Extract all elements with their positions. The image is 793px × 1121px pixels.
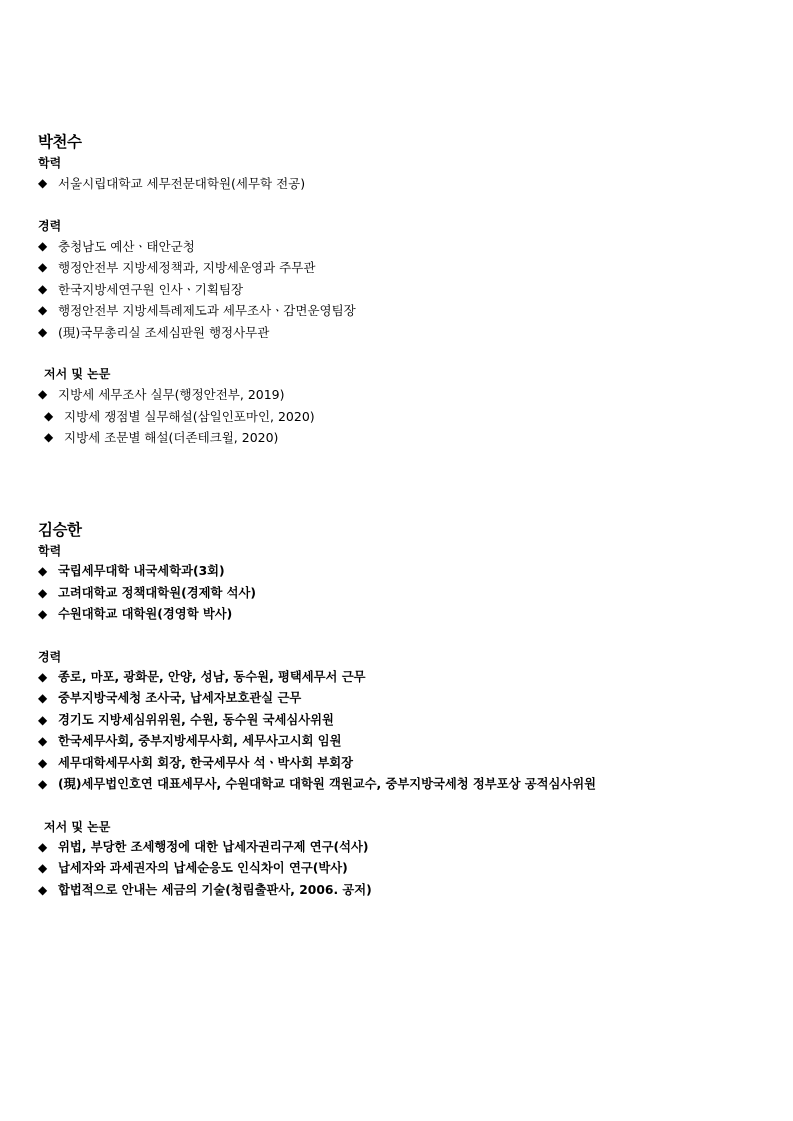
- diamond-bullet-icon: ◆: [44, 408, 54, 423]
- diamond-bullet-icon: ◆: [38, 777, 48, 791]
- list-item: ◆ 세무대학세무사회 회장, 한국세무사 석ㆍ박사회 부회장: [38, 753, 778, 775]
- list-item: ◆ 행정안전부 지방세정책과, 지방세운영과 주무관: [38, 257, 778, 279]
- diamond-bullet-icon: ◆: [38, 669, 48, 684]
- list-item: ◆ 지방세 조문별 해설(더존테크윌, 2020): [38, 427, 778, 449]
- list-item: ◆ 고려대학교 정책대학원(경제학 석사): [38, 583, 778, 605]
- education-heading: 학력: [38, 156, 62, 170]
- list-item: ◆ 한국세무사회, 중부지방세무사회, 세무사고시회 임원: [38, 731, 778, 753]
- list-item: ◆ 경기도 지방세심위위원, 수원, 동수원 국세심사위원: [38, 710, 778, 732]
- diamond-bullet-icon: ◆: [38, 303, 48, 317]
- profile-kim: [38, 519, 778, 901]
- diamond-bullet-icon: ◆: [38, 755, 48, 770]
- diamond-bullet-icon: ◆: [38, 839, 48, 854]
- diamond-bullet-icon: ◆: [44, 430, 54, 444]
- publications-heading: 저서 및 논문: [44, 819, 111, 834]
- diamond-bullet-icon: ◆: [38, 387, 48, 401]
- list-item: ◆ 지방세 세무조사 실무(행정안전부, 2019): [38, 384, 778, 406]
- diamond-bullet-icon: ◆: [38, 281, 48, 296]
- list-item: ◆ 지방세 쟁점별 실무해설(삼일인포마인, 2020): [38, 406, 778, 428]
- education-list: [38, 173, 778, 195]
- list-item: ◆ 한국지방세연구원 인사ㆍ기획팀장: [38, 279, 778, 301]
- profile-park: [38, 131, 778, 449]
- list-item: ◆ 납세자와 과세권자의 납세순응도 인식차이 연구(박사): [38, 858, 778, 880]
- diamond-bullet-icon: ◆: [38, 691, 48, 705]
- career-list: [38, 667, 778, 796]
- list-item: ◆ 합법적으로 안내는 세금의 기술(청림출판사, 2006. 공저): [38, 880, 778, 902]
- diamond-bullet-icon: ◆: [38, 176, 48, 190]
- list-item: ◆ 충청남도 예산ㆍ태안군청: [38, 236, 778, 258]
- profile-name: 김승한: [38, 521, 82, 539]
- career-heading: 경력: [38, 218, 62, 233]
- profile-name: 박천수: [38, 133, 82, 151]
- diamond-bullet-icon: ◆: [38, 734, 48, 748]
- diamond-bullet-icon: ◆: [38, 585, 48, 600]
- diamond-bullet-icon: ◆: [38, 882, 48, 897]
- list-item: ◆ 수원대학교 대학원(경영학 박사): [38, 604, 778, 626]
- education-list: [38, 561, 778, 626]
- diamond-bullet-icon: ◆: [38, 861, 48, 875]
- career-heading: 경력: [38, 649, 62, 664]
- publications-heading: 저서 및 논문: [44, 367, 111, 381]
- education-heading: 학력: [38, 544, 62, 558]
- list-item: ◆ 위법, 부당한 조세행정에 대한 납세자권리구제 연구(석사): [38, 837, 778, 859]
- diamond-bullet-icon: ◆: [38, 607, 48, 621]
- list-item: ◆ 국립세무대학 내국세학과(3회): [38, 561, 778, 583]
- publications-list: [38, 384, 778, 449]
- diamond-bullet-icon: ◆: [38, 712, 48, 727]
- list-item: ◆ 중부지방국세청 조사국, 납세자보호관실 근무: [38, 688, 778, 710]
- diamond-bullet-icon: ◆: [38, 260, 48, 274]
- publications-list: [38, 837, 778, 902]
- list-item: ◆ 종로, 마포, 광화문, 안양, 성남, 동수원, 평택세무서 근무: [38, 667, 778, 689]
- diamond-bullet-icon: ◆: [38, 238, 48, 253]
- list-item: ◆ (現)세무법인호연 대표세무사, 수원대학교 대학원 객원교수, 중부지방국세청 정부포상 공적심사위원: [38, 774, 778, 796]
- list-item: ◆ 서울시립대학교 세무전문대학원(세무학 전공): [38, 173, 778, 195]
- diamond-bullet-icon: ◆: [38, 324, 48, 339]
- list-item: ◆ 행정안전부 지방세특례제도과 세무조사ㆍ감면운영팀장: [38, 300, 778, 322]
- diamond-bullet-icon: ◆: [38, 564, 48, 578]
- list-item: ◆ (現)국무총리실 조세심판원 행정사무관: [38, 322, 778, 344]
- career-list: [38, 236, 778, 344]
